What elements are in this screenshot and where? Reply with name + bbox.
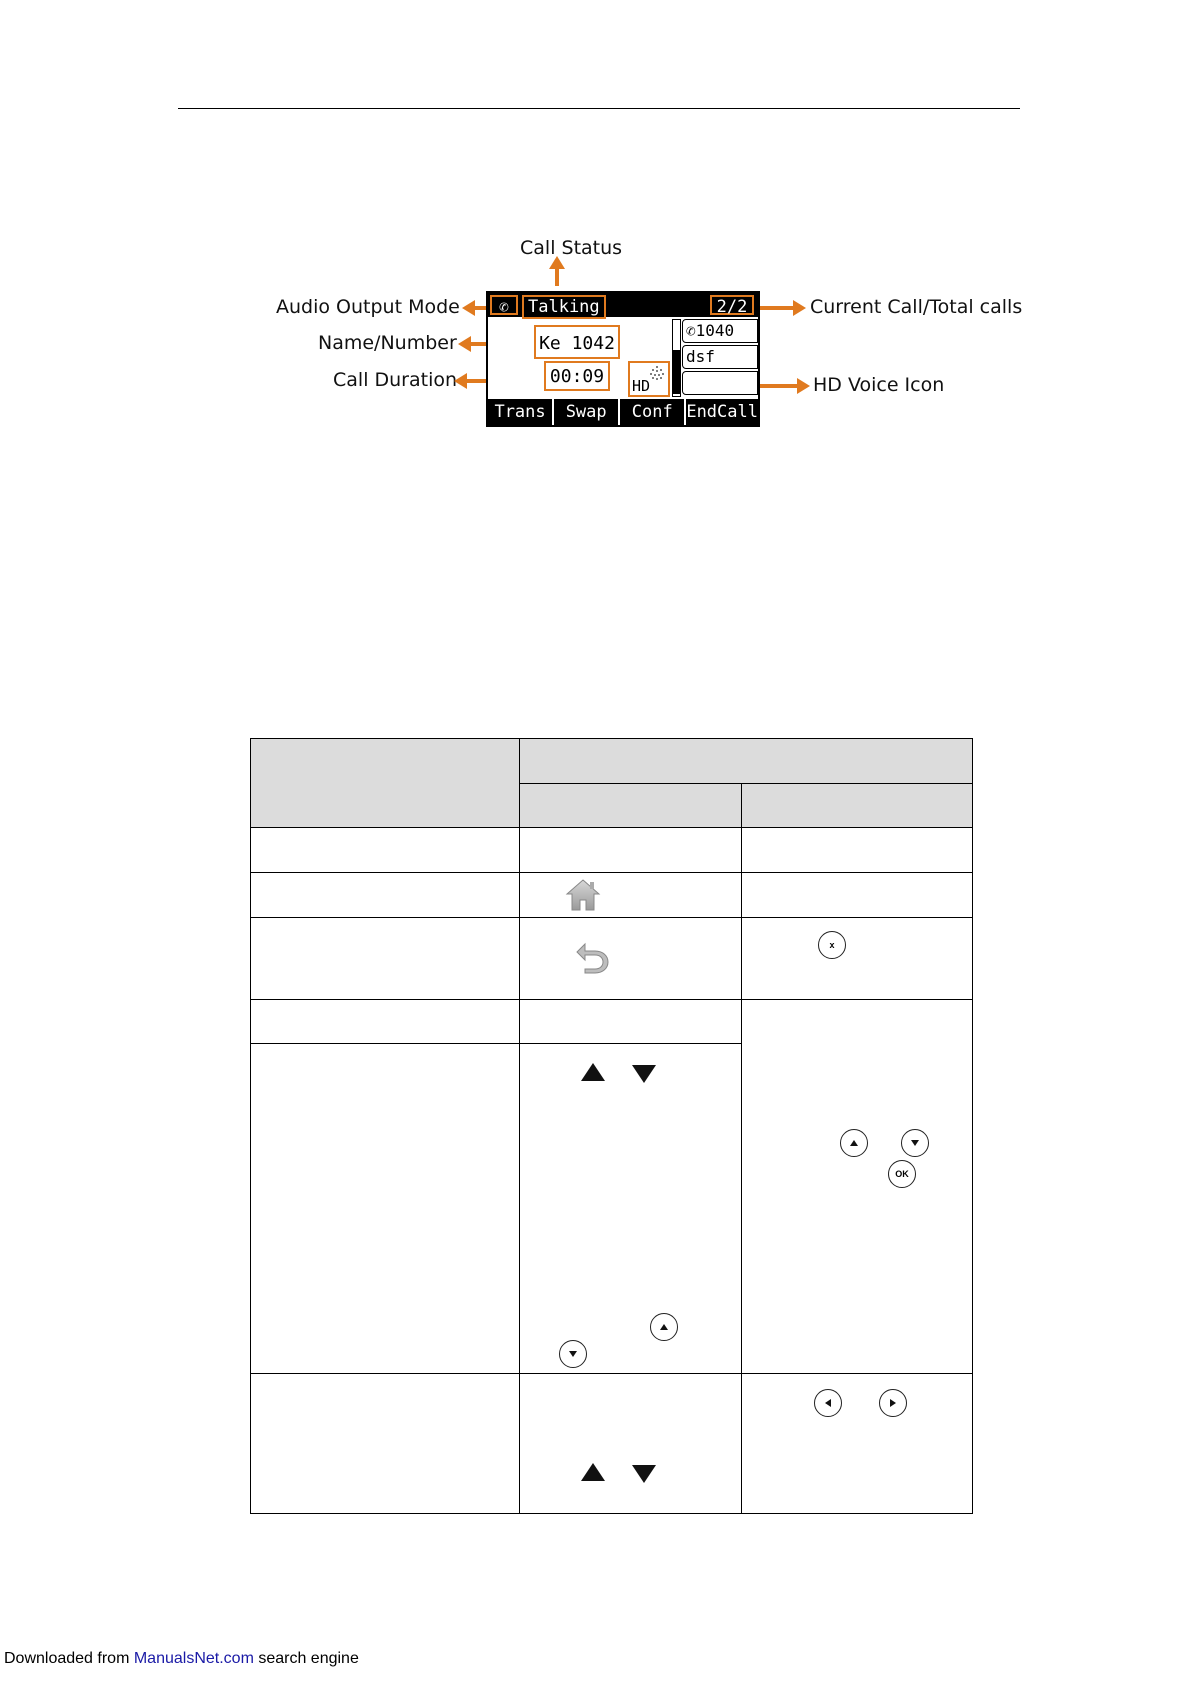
lcd-call-list-item [682,371,758,395]
label-audio-output-mode: Audio Output Mode [276,296,460,318]
down-key-glyph [569,1351,577,1357]
lcd-screen [486,291,760,427]
up-key-icon [840,1129,868,1157]
footer-link[interactable]: ManualsNet.com [133,1650,254,1667]
table-cell [519,1043,742,1374]
lcd-call-duration: 00:09 [544,361,610,391]
table-cell [250,1043,520,1374]
arrow-current-total-calls [760,306,794,310]
down-key-glyph [911,1140,919,1146]
arrow-call-status [555,268,559,286]
cancel-key-glyph: x [829,940,835,950]
up-key-glyph [660,1324,668,1330]
table-cell [741,872,973,918]
lcd-call-status: Talking [522,295,606,319]
softkey-conf: Conf [618,399,684,425]
table-cell [741,917,973,1000]
softkey-swap: Swap [552,399,618,425]
up-arrow-icon [581,1463,605,1481]
hd-voice-label: HD [632,377,651,395]
lcd-call-list-item: dsf [682,345,758,369]
table-cell [250,1373,520,1514]
hd-dots-icon [648,365,666,383]
table-cell [519,999,742,1044]
table-cell [519,917,742,1000]
down-arrow-icon [632,1465,656,1483]
down-arrow-icon [632,1065,656,1083]
up-key-glyph [850,1140,858,1146]
lcd-call-list-item: ✆1040 [682,319,758,343]
ok-key-icon [888,1160,916,1188]
cancel-key-icon [818,931,846,959]
table-cell [250,872,520,918]
home-icon [565,878,601,912]
down-key-icon [901,1129,929,1157]
lcd-softkey-bar [488,399,758,425]
table-cell [250,827,520,873]
lcd-call-count: 2/2 [710,295,754,315]
table-cell [250,917,520,1000]
lcd-scrollbar [672,319,681,397]
left-key-glyph [825,1399,831,1407]
lcd-name-number: Ke 1042 [534,325,620,359]
back-arrow-icon [575,940,611,974]
table-header-cell [519,783,742,828]
up-key-icon [650,1313,678,1341]
down-key-icon [559,1340,587,1368]
softkey-trans: Trans [494,402,546,422]
hd-voice-icon [628,361,670,397]
table-header-cell [519,738,973,784]
footer-suffix: search engine [253,1650,359,1667]
label-hd-voice-icon: HD Voice Icon [813,374,945,396]
table-cell [519,872,742,918]
table-cell [741,999,973,1374]
label-name-number: Name/Number [318,332,457,354]
handset-icon: ✆ [490,295,518,315]
label-current-total-calls: Current Call/Total calls [810,296,1023,318]
table-header-cell [250,738,520,828]
table-cell [250,999,520,1044]
footer-prefix: Downloaded from [4,1650,134,1667]
up-arrow-icon [581,1063,605,1081]
table-cell [741,827,973,873]
table-cell [741,1373,973,1514]
softkey-endcall: EndCall [684,399,758,425]
right-key-icon [879,1389,907,1417]
right-key-glyph [890,1399,896,1407]
ok-key-label: OK [895,1169,909,1179]
label-call-duration: Call Duration [333,369,458,391]
table-cell [519,827,742,873]
lcd-call-list [682,319,758,397]
footer [4,1650,359,1668]
phone-screen-figure [0,0,1191,440]
table-cell [519,1373,742,1514]
label-call-status: Call Status [520,237,623,259]
table-header-cell [741,783,973,828]
left-key-icon [814,1389,842,1417]
